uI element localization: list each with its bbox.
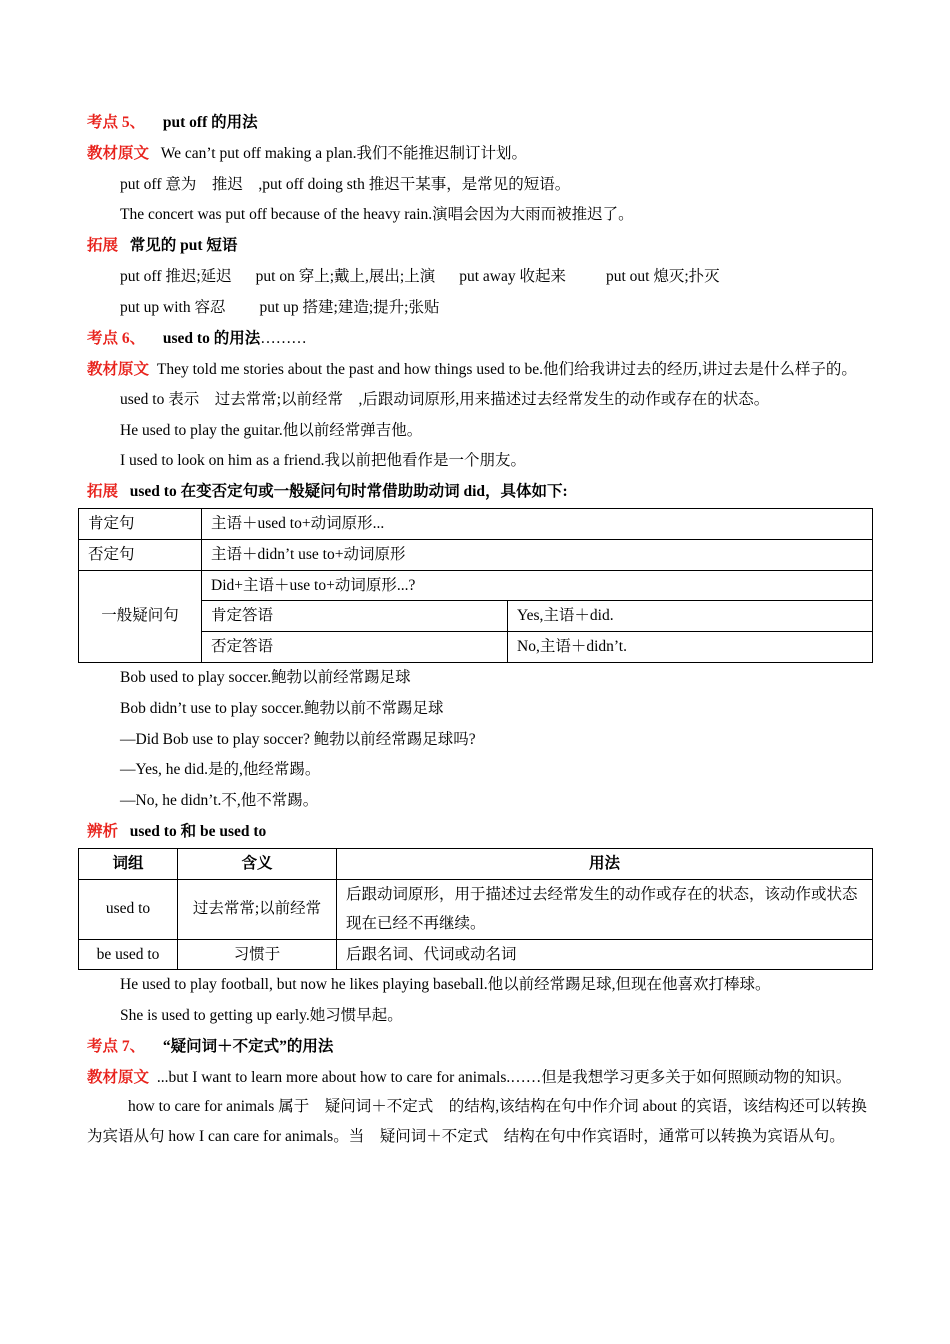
- table-cell: 一般疑问句: [79, 570, 202, 662]
- table-cell: used to: [79, 879, 178, 939]
- table-row: [79, 939, 873, 970]
- phrase-item: put off 推迟;延迟: [120, 267, 232, 285]
- section-5-heading: [87, 108, 873, 139]
- table-cell: 肯定答语: [202, 601, 508, 632]
- section-5-title: put off 的用法: [162, 114, 258, 131]
- section-5-source: [87, 139, 873, 170]
- section-7-source: [87, 1063, 873, 1093]
- table-row: [79, 879, 873, 939]
- section-6-heading: [87, 324, 873, 355]
- source-text: ...but I want to learn more about how to care for animals.……但是我想学习更多关于如何照顾动物的知识。: [156, 1068, 852, 1086]
- phrase-list: [87, 293, 873, 324]
- table-cell: Did+主语＋use to+动词原形...?: [202, 570, 873, 601]
- table-cell: Yes,主语＋did.: [508, 601, 873, 632]
- section-5-number: 考点 5、: [87, 114, 146, 131]
- table-cell: 习惯于: [178, 939, 337, 970]
- table-cell: 主语＋used to+动词原形...: [202, 509, 873, 540]
- example-sentence: —No, he didn’t.不,他不常踢。: [120, 792, 319, 810]
- table-header: 用法: [337, 848, 873, 879]
- table-cell: 后跟名词、代词或动名词: [337, 939, 873, 970]
- table-header-row: [79, 848, 873, 879]
- paragraph: I used to look on him as a friend.我以前把他看作是一个朋友。: [120, 452, 526, 470]
- section-6-title: used to 的用法: [162, 329, 261, 347]
- example-sentence: Bob used to play soccer.鲍勃以前经常踢足球: [120, 669, 411, 687]
- extension-heading: [87, 231, 873, 262]
- table-cell: No,主语＋didn’t.: [508, 632, 873, 663]
- example-sentence: Bob didn’t use to play soccer.鲍勃以前不常踢足球: [120, 699, 444, 717]
- phrase-item: put up with 容忍: [120, 298, 226, 316]
- source-text: We can’t put off making a plan.我们不能推迟制订计划。: [160, 144, 528, 162]
- phrase-item: put out 熄灭;扑灭: [605, 267, 720, 285]
- ellipsis: ………: [260, 329, 307, 347]
- table-row: [79, 570, 873, 601]
- extension-label: 拓展: [87, 483, 119, 501]
- comparison-label: 辨析: [87, 823, 119, 841]
- example-sentence: —Did Bob use to play soccer? 鲍勃以前经常踢足球吗?: [120, 730, 476, 748]
- source-label: 教材原文: [87, 361, 150, 379]
- table-cell: 过去常常;以前经常: [178, 879, 337, 939]
- source-label: 教材原文: [87, 144, 150, 162]
- section-7-heading: [87, 1032, 873, 1063]
- section-6-source: [87, 355, 873, 385]
- phrase-item: put away 收起来: [459, 267, 566, 285]
- table-row: [79, 509, 873, 540]
- phrase-list: [87, 262, 873, 293]
- document-page: [87, 108, 873, 1151]
- phrase-item: put on 穿上;戴上,展出;上演: [255, 267, 436, 285]
- example-sentence: She is used to getting up early.她习惯早起。: [120, 1006, 403, 1024]
- paragraph: The concert was put off because of the heavy rain.演唱会因为大雨而被推迟了。: [120, 206, 634, 224]
- comparison-table: [78, 848, 873, 970]
- extension-label: 拓展: [87, 237, 119, 255]
- extension-title: used to 在变否定句或一般疑问句时常借助助动词 did，具体如下:: [129, 483, 568, 501]
- table-cell: 否定句: [79, 539, 202, 570]
- source-text: They told me stories about the past and how things used to be.他们给我讲过去的经历,讲过去是什么样子的。: [156, 361, 857, 379]
- section-6-number: 考点 6、: [87, 329, 146, 347]
- paragraph: put off 意为 推迟 ,put off doing sth 推迟干某事，是常见的短语。: [120, 175, 571, 193]
- table-row: [79, 539, 873, 570]
- example-sentence: He used to play football, but now he likes playing baseball.他以前经常踢足球,但现在他喜欢打棒球。: [120, 976, 771, 994]
- comparison-heading: [87, 817, 873, 848]
- paragraph: how to care for animals 属于 疑问词＋不定式 的结构,该结构在句中作介词 about 的宾语，该结构还可以转换为宾语从句 how I can care for animals。当 疑问词＋不定式 结构在句中作宾语时，通常可以转换为宾语从句。: [87, 1098, 867, 1145]
- section-7-number: 考点 7、: [87, 1037, 146, 1055]
- table-cell: 否定答语: [202, 632, 508, 663]
- paragraph: used to 表示 过去常常;以前经常 ,后跟动词原形,用来描述过去经常发生的动作或存在的状态。: [120, 390, 770, 408]
- source-label: 教材原文: [87, 1068, 150, 1086]
- table-cell: be used to: [79, 939, 178, 970]
- paragraph: He used to play the guitar.他以前经常弹吉他。: [120, 421, 423, 439]
- sentence-forms-table: [78, 508, 873, 663]
- extension-title: 常见的 put 短语: [129, 237, 238, 255]
- table-cell: 主语＋didn’t use to+动词原形: [202, 539, 873, 570]
- extension-heading: [87, 477, 873, 508]
- table-header: 含义: [178, 848, 337, 879]
- section-7-title: “疑问词＋不定式”的用法: [162, 1037, 334, 1055]
- table-cell: 肯定句: [79, 509, 202, 540]
- table-header: 词组: [79, 848, 178, 879]
- phrase-item: put up 搭建;建造;提升;张贴: [259, 298, 440, 316]
- comparison-title: used to 和 be used to: [129, 823, 267, 841]
- example-sentence: —Yes, he did.是的,他经常踢。: [120, 761, 321, 779]
- table-cell: 后跟动词原形，用于描述过去经常发生的动作或存在的状态，该动作或状态现在已经不再继续。: [337, 879, 873, 939]
